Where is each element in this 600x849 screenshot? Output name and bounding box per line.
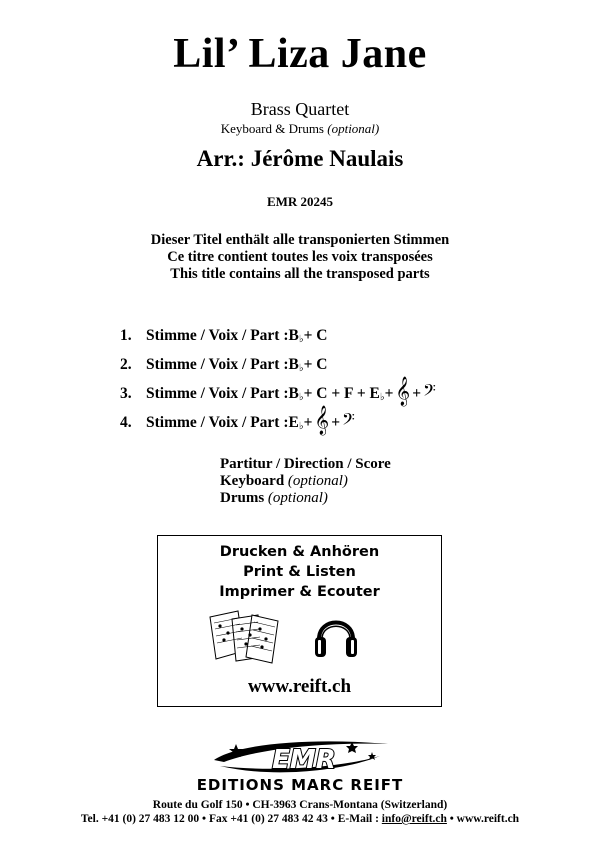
treble-clef-icon: 𝄞 (314, 405, 330, 434)
headphones-icon (313, 609, 359, 661)
extra-label: Drums (220, 490, 268, 506)
flat-sign: ♭ (379, 392, 385, 403)
part-number: 2. (120, 356, 132, 373)
part-key: B (288, 356, 299, 373)
part-label: Stimme / Voix / Part : (146, 385, 289, 402)
plus-sign: + (303, 414, 313, 431)
extra-label: Keyboard (220, 473, 288, 489)
part-label: Stimme / Voix / Part : (146, 327, 289, 344)
contact-web: • www.reift.ch (446, 813, 520, 825)
optional-label: (optional) (287, 473, 348, 489)
flat-sign: ♭ (298, 421, 304, 432)
part-rest: + C (303, 327, 328, 344)
part-row-1 (120, 316, 436, 345)
arranger: Arr.: Jérôme Naulais (196, 146, 404, 171)
box-line-fr: Imprimer & Ecouter (219, 584, 380, 600)
flat-sign: ♭ (298, 392, 304, 403)
instrumentation-text: Keyboard & Drums (220, 121, 328, 136)
part-number: 3. (120, 385, 132, 402)
optional-label: (optional) (267, 490, 328, 506)
box-line-en: Print & Listen (243, 564, 356, 580)
instrumentation-note (0, 121, 600, 137)
page-title: Lil’ Liza Jane (173, 31, 427, 77)
part-number: 4. (120, 414, 132, 431)
sheet-music-icon (208, 609, 284, 665)
plus-sign: + (412, 385, 422, 402)
extra-keyboard (220, 473, 391, 490)
box-line-de: Drucken & Anhören (219, 544, 380, 560)
additional-parts (220, 456, 391, 507)
extra-label: Partitur / Direction / Score (220, 456, 391, 472)
contact-phone-fax: Tel. +41 (0) 27 483 12 00 • Fax +41 (0) 27 483 42 43 • E-Mail : (80, 813, 382, 825)
publisher-contact (0, 813, 600, 825)
plus-sign: + (384, 385, 394, 402)
treble-clef-icon: 𝄞 (395, 376, 411, 405)
part-label: Stimme / Voix / Part : (146, 356, 289, 373)
catalog-number: EMR 20245 (266, 194, 334, 209)
part-label: Stimme / Voix / Part : (146, 414, 289, 431)
part-key: E (288, 414, 299, 431)
extra-drums (220, 490, 391, 507)
publisher-name: EDITIONS MARC REIFT (196, 776, 404, 794)
logo-text: EMR (272, 745, 336, 775)
part-row-4 (120, 403, 436, 432)
part-number: 1. (120, 327, 132, 344)
extra-score (220, 456, 391, 473)
flat-sign: ♭ (298, 334, 304, 345)
notice-line-fr: Ce titre contient toutes les voix transposées (167, 249, 433, 265)
bass-clef-icon: 𝄢 (342, 409, 355, 433)
part-rest: + C + F + E (303, 385, 380, 402)
publisher-address: Route du Golf 150 • CH-3963 Crans-Montana (Switzerland) (152, 799, 448, 811)
website-link[interactable]: www.reift.ch (247, 676, 352, 697)
email-link[interactable]: info@reift.ch (381, 813, 447, 825)
part-key: B (288, 385, 299, 402)
ensemble-subtitle: Brass Quartet (250, 99, 350, 119)
flat-sign: ♭ (298, 363, 304, 374)
transposed-parts-notice (0, 232, 600, 283)
optional-label: (optional) (327, 121, 380, 136)
plus-sign: + (331, 414, 341, 431)
notice-line-en: This title contains all the transposed parts (170, 266, 430, 282)
part-key: B (288, 327, 299, 344)
part-rest: + C (303, 356, 328, 373)
bass-clef-icon: 𝄢 (423, 380, 436, 404)
part-row-3 (120, 374, 436, 403)
emr-logo-mark (200, 738, 400, 778)
parts-list (120, 316, 436, 432)
notice-line-de: Dieser Titel enthält alle transponierten Stimmen (150, 232, 450, 248)
part-row-2 (120, 345, 436, 374)
print-listen-box (157, 535, 442, 707)
